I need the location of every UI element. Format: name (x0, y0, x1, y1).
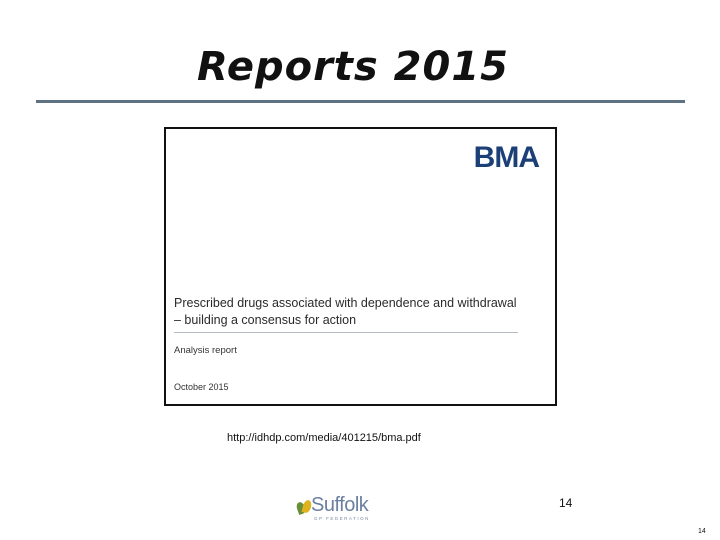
suffolk-logo-subtitle: GP FEDERATION (314, 516, 370, 521)
slide-title: Reports 2015 (197, 44, 509, 90)
suffolk-logo-name: Suffolk (311, 494, 369, 516)
report-type: Analysis report (174, 345, 237, 356)
page-number: 14 (559, 496, 573, 510)
report-date: October 2015 (174, 382, 229, 392)
title-divider (36, 100, 685, 103)
report-cover-image (164, 127, 557, 406)
page-number-corner: 14 (698, 528, 706, 535)
report-title-line-2: – building a consensus for action (174, 313, 357, 327)
report-title (174, 295, 534, 329)
report-title-line-1: Prescribed drugs associated with dependence and withdrawal (174, 296, 517, 310)
source-url: http://idhdp.com/media/401215/bma.pdf (227, 432, 421, 444)
suffolk-logo (297, 494, 387, 524)
cover-divider (174, 332, 518, 333)
bma-logo: BMA (473, 141, 539, 174)
